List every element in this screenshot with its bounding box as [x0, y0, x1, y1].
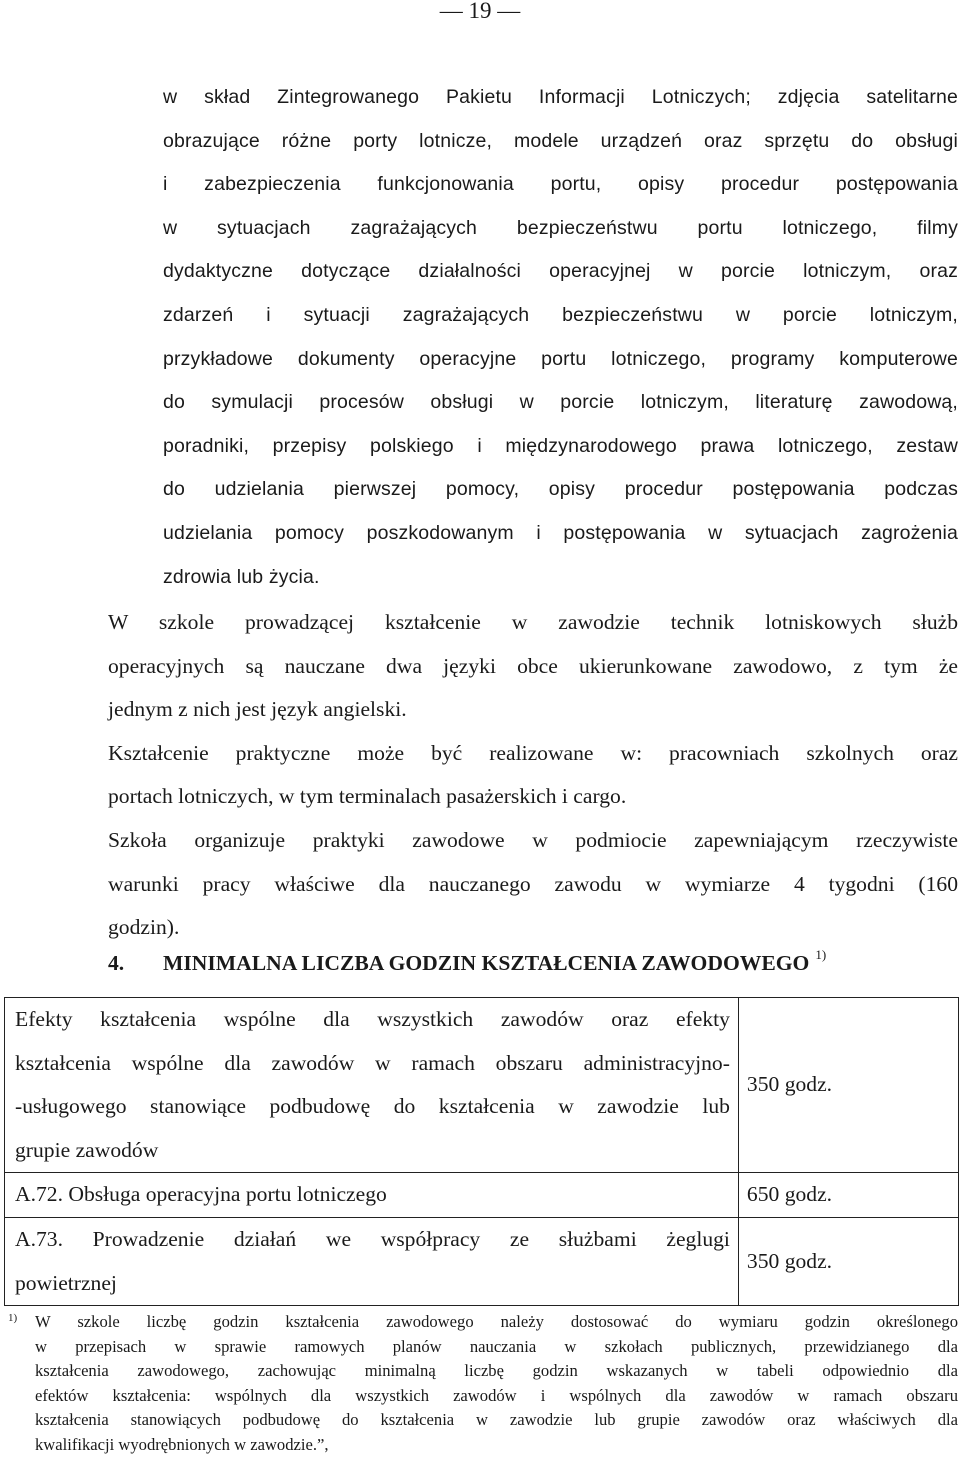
text-line: obrazujące różne porty lotnicze, modele urządzeń oraz sprzętu do obsługi: [163, 129, 958, 152]
text-line: Efekty kształcenia wspólne dla wszystkich zawodów oraz efekty: [15, 1007, 730, 1031]
section-heading: [108, 947, 827, 976]
paragraph-languages: [108, 601, 958, 732]
text-line: poradniki, przepisy polskiego i międzynarodowego prawa lotniczego, zestaw: [163, 434, 958, 457]
table-cell-description: [5, 1173, 739, 1218]
text-line: -usługowego stanowiące podbudowę do kształcenia w zawodzie lub: [15, 1094, 730, 1119]
table-row: [5, 1217, 959, 1305]
footnote-mark: 1): [8, 1312, 18, 1324]
section-number: 4.: [108, 951, 125, 975]
text-line: jednym z nich jest język angielski.: [108, 697, 407, 722]
text-line: w skład Zintegrowanego Pakietu Informacji Lotniczych; zdjęcia satelitarne: [163, 86, 958, 108]
text-line: warunki pracy właściwe dla nauczanego zawodu w wymiarze 4 tygodni (160: [108, 871, 958, 896]
table-row: [5, 1173, 959, 1218]
text-line: Szkoła organizuje praktyki zawodowe w podmiocie zapewniającym rzeczywiste: [108, 827, 958, 852]
text-line: godzin).: [108, 915, 180, 940]
text-line: i zabezpieczenia funkcjonowania portu, opisy procedur postępowania: [163, 173, 958, 196]
text-line: w przepisach w sprawie ramowych planów nauczania w szkołach publicznych, przewidzianego dla: [35, 1336, 958, 1356]
table-cell-description: [5, 998, 739, 1173]
text-line: efektów kształcenia: wspólnych dla wszystkich zawodów i wspólnych dla zawodów w ramach obszaru: [35, 1385, 958, 1405]
footnote-reference: 1): [815, 947, 827, 962]
text-line: W szkole prowadzącej kształcenie w zawodzie technik lotniskowych służb: [108, 610, 958, 634]
equipment-list-continuation: [163, 76, 958, 599]
text-line: do symulacji procesów obsługi w porcie lotniczym, literaturę zawodową,: [163, 391, 958, 414]
text-line: Kształcenie praktyczne może być realizowane w: pracowniach szkolnych oraz: [108, 740, 958, 765]
table-cell-description: [5, 1217, 739, 1305]
body-paragraphs: [108, 601, 958, 950]
text-line: operacyjnych są nauczane dwa języki obce ukierunkowane zawodowo, z tym że: [108, 653, 958, 678]
text-line: do udzielania pierwszej pomocy, opisy procedur postępowania podczas: [163, 478, 958, 501]
paragraph-practical-training: [108, 732, 958, 819]
text-line: zdarzeń i sytuacji zagrażających bezpieczeństwu w porcie lotniczym,: [163, 303, 958, 326]
text-line: w sytuacjach zagrażających bezpieczeństwu portu lotniczego, filmy: [163, 216, 958, 239]
text-line: kwalifikacji wyodrębnionych w zawodzie.”,: [35, 1434, 329, 1454]
text-line: A.73. Prowadzenie działań we współpracy ze służbami żeglugi: [15, 1226, 730, 1251]
text-line: W szkole liczbę godzin kształcenia zawodowego należy dostosować do wymiaru godzin określonego: [35, 1312, 958, 1331]
text-line: grupie zawodów: [15, 1137, 159, 1162]
table-cell-hours: 650 godz.: [738, 1173, 958, 1218]
text-line: powietrznej: [15, 1270, 117, 1295]
text-line: kształcenia zawodowego, zachowując minimalną liczbę godzin wskazanych w tabeli odpowiednio dla: [35, 1361, 958, 1381]
footnote: [8, 1310, 958, 1458]
text-line: kształcenia wspólne dla zawodów w ramach obszaru administracyjno-: [15, 1050, 730, 1075]
text-line: zdrowia lub życia.: [163, 565, 320, 588]
text-line: portach lotniczych, w tym terminalach pasażerskich i cargo.: [108, 784, 627, 809]
table-row: [5, 998, 959, 1173]
text-line: kształcenia stanowiących podbudowę do kształcenia w zawodzie lub grupie zawodów oraz właściwych dla: [35, 1410, 958, 1430]
text-line: dydaktyczne dotyczące działalności operacyjnej w porcie lotniczym, oraz: [163, 260, 958, 283]
text-line: udzielania pomocy poszkodowanym i postępowania w sytuacjach zagrożenia: [163, 521, 958, 544]
text-line: A.72. Obsługa operacyjna portu lotniczego: [15, 1182, 387, 1207]
footnote-text: [35, 1310, 958, 1458]
minimum-hours-table: [4, 997, 959, 1306]
text-line: przykładowe dokumenty operacyjne portu lotniczego, programy komputerowe: [163, 347, 958, 370]
table-cell-hours: 350 godz.: [738, 998, 958, 1173]
table-cell-hours: 350 godz.: [738, 1217, 958, 1305]
section-title: MINIMALNA LICZBA GODZIN KSZTAŁCENIA ZAWODOWEGO: [163, 951, 810, 975]
paragraph-internships: [108, 819, 958, 950]
page-number: — 19 —: [439, 0, 521, 23]
